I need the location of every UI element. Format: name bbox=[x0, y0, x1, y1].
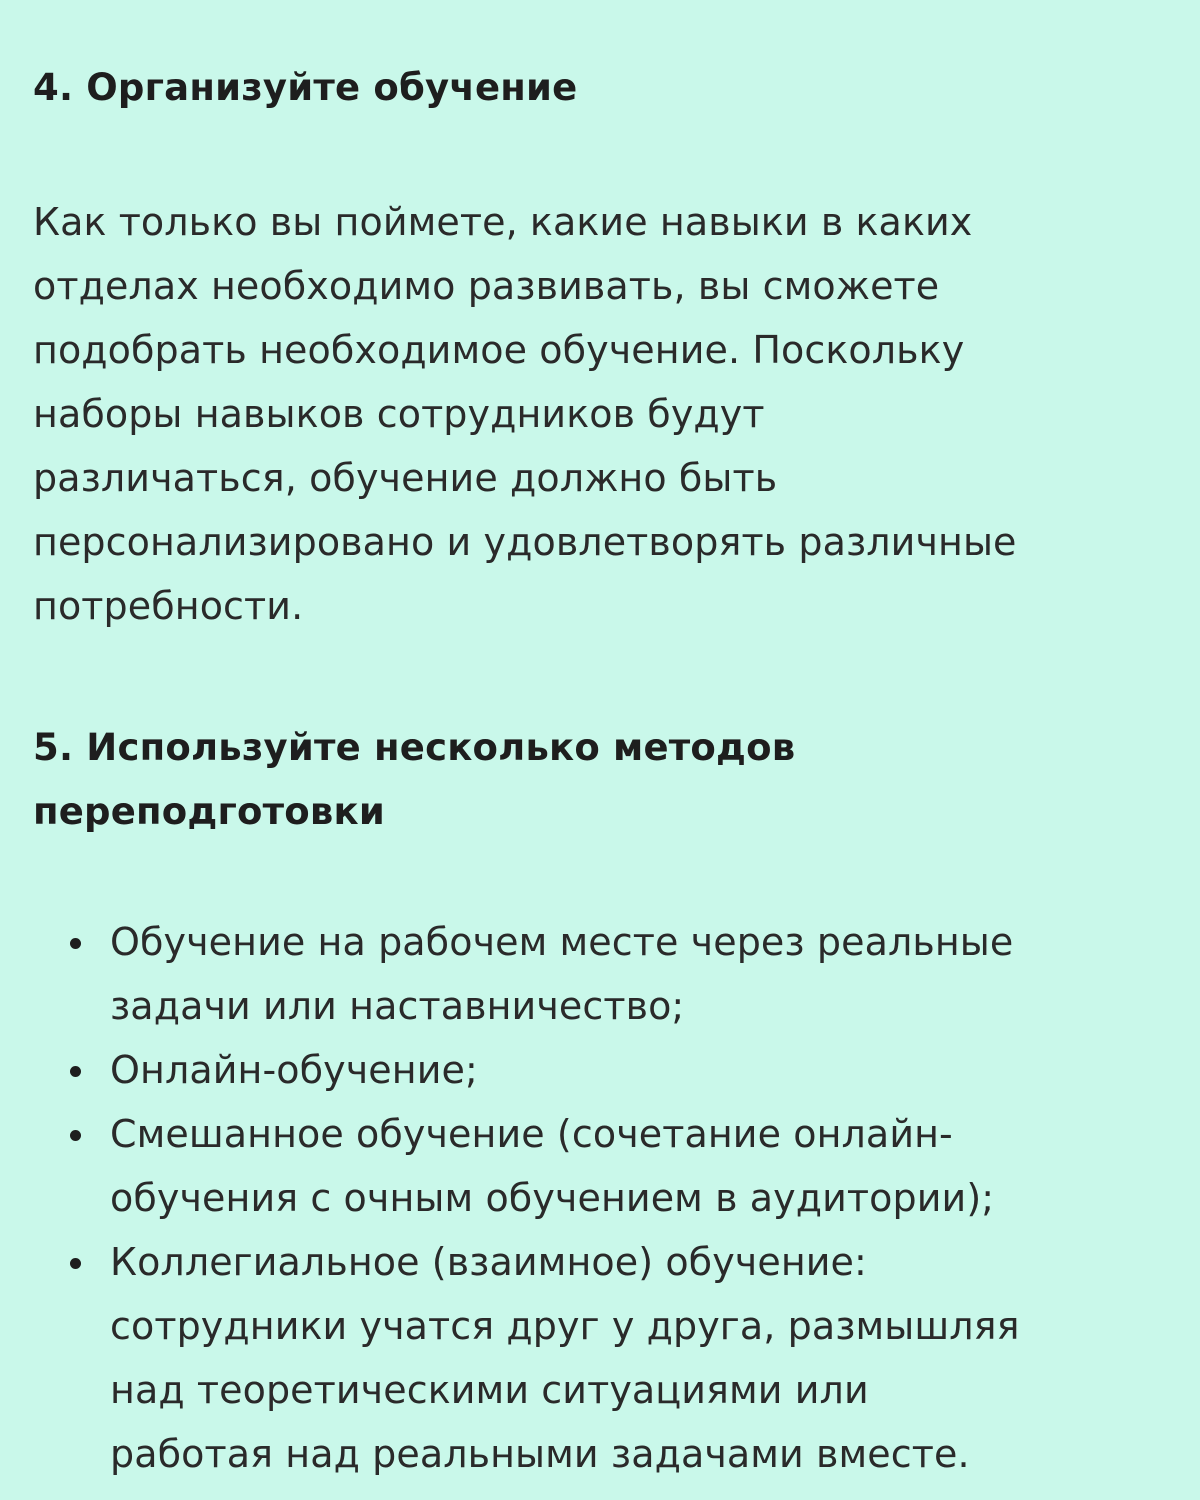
content bbox=[33, 56, 1183, 1486]
section-5-heading bbox=[33, 716, 1183, 844]
list-item-line: Обучение на рабочем месте через реальные bbox=[110, 920, 1014, 964]
bullet-icon bbox=[70, 1130, 81, 1141]
paragraph-line: отделах необходимо развивать, вы сможете bbox=[33, 264, 940, 308]
heading-line: переподготовки bbox=[33, 790, 385, 833]
list-item-line: Смешанное обучение (сочетание онлайн- bbox=[110, 1112, 953, 1156]
section-4-paragraph bbox=[33, 190, 1183, 638]
paragraph-line: персонализировано и удовлетворять различные bbox=[33, 520, 1017, 564]
paragraph-line: подобрать необходимое обучение. Поскольку bbox=[33, 328, 965, 372]
paragraph-line: наборы навыков сотрудников будут bbox=[33, 392, 765, 436]
list-item-line: Онлайн-обучение; bbox=[110, 1048, 478, 1092]
list-item-line: задачи или наставничество; bbox=[110, 984, 685, 1028]
list-item bbox=[70, 1230, 1183, 1486]
list-item bbox=[70, 910, 1183, 1038]
heading-line: 5. Используйте несколько методов bbox=[33, 726, 796, 769]
list-item-line: обучения с очным обучением в аудитории); bbox=[110, 1176, 995, 1220]
retraining-methods-list bbox=[33, 910, 1183, 1486]
list-item-line: Коллегиальное (взаимное) обучение: bbox=[110, 1240, 867, 1284]
list-item bbox=[70, 1038, 1183, 1102]
paragraph-line: различаться, обучение должно быть bbox=[33, 456, 778, 500]
bullet-icon bbox=[70, 938, 81, 949]
bullet-icon bbox=[70, 1066, 81, 1077]
list-item bbox=[70, 1102, 1183, 1230]
paragraph-line: Как только вы поймете, какие навыки в каких bbox=[33, 200, 973, 244]
list-item-line: работая над реальными задачами вместе. bbox=[110, 1432, 970, 1476]
paragraph-line: потребности. bbox=[33, 584, 304, 628]
list-item-line: сотрудники учатся друг у друга, размышляя bbox=[110, 1304, 1020, 1348]
section-4-heading: 4. Организуйте обучение bbox=[33, 66, 578, 109]
bullet-icon bbox=[70, 1258, 81, 1269]
list-item-line: над теоретическими ситуациями или bbox=[110, 1368, 869, 1412]
